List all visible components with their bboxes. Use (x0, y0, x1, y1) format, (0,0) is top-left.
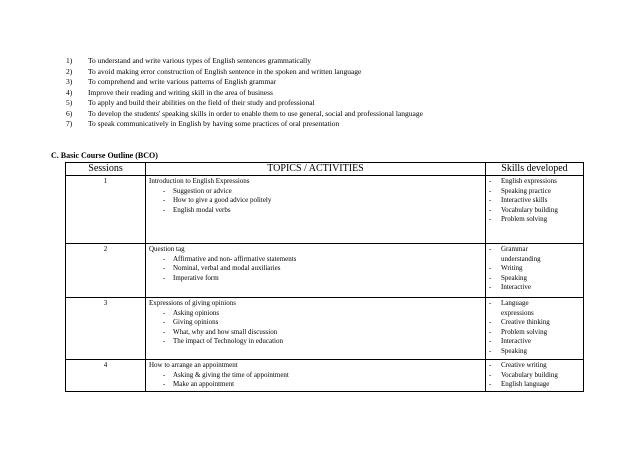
dash-bullet: - (489, 215, 492, 223)
topic-item: - Giving opinions (163, 318, 219, 326)
objective-item (66, 56, 423, 67)
dash-bullet: - (489, 273, 492, 282)
objective-item (66, 88, 423, 99)
dash-bullet: - (163, 205, 166, 214)
skill-item: - Vocabulary building (489, 205, 558, 214)
topic-item: - The impact of Technology in education (163, 337, 283, 345)
dash-bullet: - (489, 380, 492, 388)
dash-bullet: - (489, 205, 492, 214)
dash-bullet: - (489, 318, 492, 326)
dash-bullet: - (489, 264, 492, 272)
dash-bullet: - (163, 186, 166, 195)
objective-text: To speak communicatively in English by having some practices of oral presentation (88, 119, 340, 128)
session-number: 4 (66, 360, 146, 392)
topic-title: Expressions of giving opinions (149, 299, 236, 307)
objective-text: To comprehend and write various patterns of English grammar (88, 77, 277, 86)
topic-item: - Affirmative and non- affirmative statements (163, 254, 297, 263)
skill-item: - Speaking practice (489, 186, 551, 195)
dash-bullet: - (489, 177, 492, 185)
objective-text: To understand and write various types of English sentences grammatically (88, 56, 311, 65)
dash-bullet: - (489, 337, 492, 345)
dash-bullet: - (489, 196, 492, 204)
topics-cell (146, 360, 486, 392)
objective-text: To apply and build their abilities on the field of their study and professional (88, 98, 315, 107)
topics-cell (146, 176, 486, 244)
objective-number: 1) (66, 56, 73, 65)
objective-item (66, 98, 423, 109)
skill-item-continuation: expressions (501, 308, 534, 317)
skills-cell (486, 244, 584, 298)
objective-item (66, 109, 423, 120)
objective-number: 5) (66, 98, 73, 107)
dash-bullet: - (489, 361, 492, 369)
dash-bullet: - (163, 370, 166, 379)
table-header-row (66, 163, 584, 176)
topic-item: - English modal verbs (163, 205, 231, 214)
objective-number: 3) (66, 77, 73, 86)
table-row (66, 244, 584, 298)
skill-item: - Vocabulary building (489, 370, 558, 379)
dash-bullet: - (163, 273, 166, 282)
skill-item: - Problem solving (489, 327, 548, 336)
course-outline-table (65, 162, 584, 392)
dash-bullet: - (163, 318, 166, 326)
table-row (66, 360, 584, 392)
skills-header: Skills developed (486, 163, 584, 176)
section-heading: C. Basic Course Outline (BCO) (51, 151, 158, 160)
dash-bullet: - (489, 283, 492, 291)
topic-item: - Imperative form (163, 273, 219, 282)
dash-bullet: - (163, 254, 166, 263)
topic-item: - Nominal, verbal and modal auxiliaries (163, 264, 281, 272)
dash-bullet: - (489, 327, 492, 336)
table-row (66, 298, 584, 360)
objective-text: To develop the students' speaking skills in order to enable them to use general, social and professional language (88, 108, 423, 118)
topic-title: Question tag (149, 245, 185, 253)
objective-item (66, 77, 423, 88)
sessions-header: Sessions (66, 163, 146, 176)
objectives-list (66, 56, 423, 130)
objective-number: 7) (66, 119, 73, 128)
dash-bullet: - (489, 299, 492, 307)
dash-bullet: - (489, 245, 492, 253)
skill-item: - Interactive skills (489, 196, 548, 204)
skill-item-continuation: understanding (501, 254, 541, 263)
topic-item: - What, why and how small discussion (163, 327, 278, 336)
topic-item: - Asking & giving the time of appointment (163, 370, 289, 379)
dash-bullet: - (489, 346, 492, 355)
skill-item: - Problem solving (489, 215, 548, 223)
skill-item: - Creative writing (489, 361, 547, 369)
skill-item: - Speaking (489, 346, 528, 355)
skill-item: - Creative thinking (489, 318, 550, 326)
skills-cell (486, 298, 584, 360)
topics-cell (146, 244, 486, 298)
objective-item (66, 119, 423, 130)
dash-bullet: - (163, 337, 166, 345)
topic-title: How to arrange an appointment (149, 361, 238, 369)
topics-cell (146, 298, 486, 360)
objective-text: Improve their reading and writing skill in the area of business (88, 87, 273, 97)
topic-item: - Suggestion or advice (163, 186, 232, 195)
dash-bullet: - (163, 308, 166, 317)
skill-item: - Language (489, 299, 529, 307)
table-row (66, 176, 584, 244)
skills-cell (486, 360, 584, 392)
dash-bullet: - (163, 327, 166, 336)
dash-bullet: - (489, 186, 492, 195)
skill-item: - English language (489, 380, 550, 388)
objective-item (66, 67, 423, 78)
skill-item: - English expressions (489, 177, 557, 185)
session-number: 1 (66, 176, 146, 244)
objective-text: To avoid making error construction of English sentence in the spoken and written language (88, 66, 362, 76)
session-number: 2 (66, 244, 146, 298)
dash-bullet: - (489, 370, 492, 379)
skill-item: - Interactive (489, 337, 531, 345)
topic-item: - How to give a good advice politely (163, 196, 272, 204)
dash-bullet: - (163, 380, 166, 388)
objective-number: 4) (66, 87, 73, 97)
session-number: 3 (66, 298, 146, 360)
topic-title: Introduction to English Expressions (149, 177, 250, 185)
topic-item: - Make an appointment (163, 380, 235, 388)
topic-item: - Asking opinions (163, 308, 220, 317)
dash-bullet: - (163, 196, 166, 204)
skills-cell (486, 176, 584, 244)
skill-item: - Interactive (489, 283, 531, 291)
topics-header: TOPICS / ACTIVITIES (146, 163, 486, 176)
dash-bullet: - (163, 264, 166, 272)
objective-number: 2) (66, 66, 73, 76)
skill-item: - Speaking (489, 273, 528, 282)
skill-item: - Writing (489, 264, 523, 272)
objective-number: 6) (66, 108, 73, 118)
skill-item: - Grammar (489, 245, 528, 253)
